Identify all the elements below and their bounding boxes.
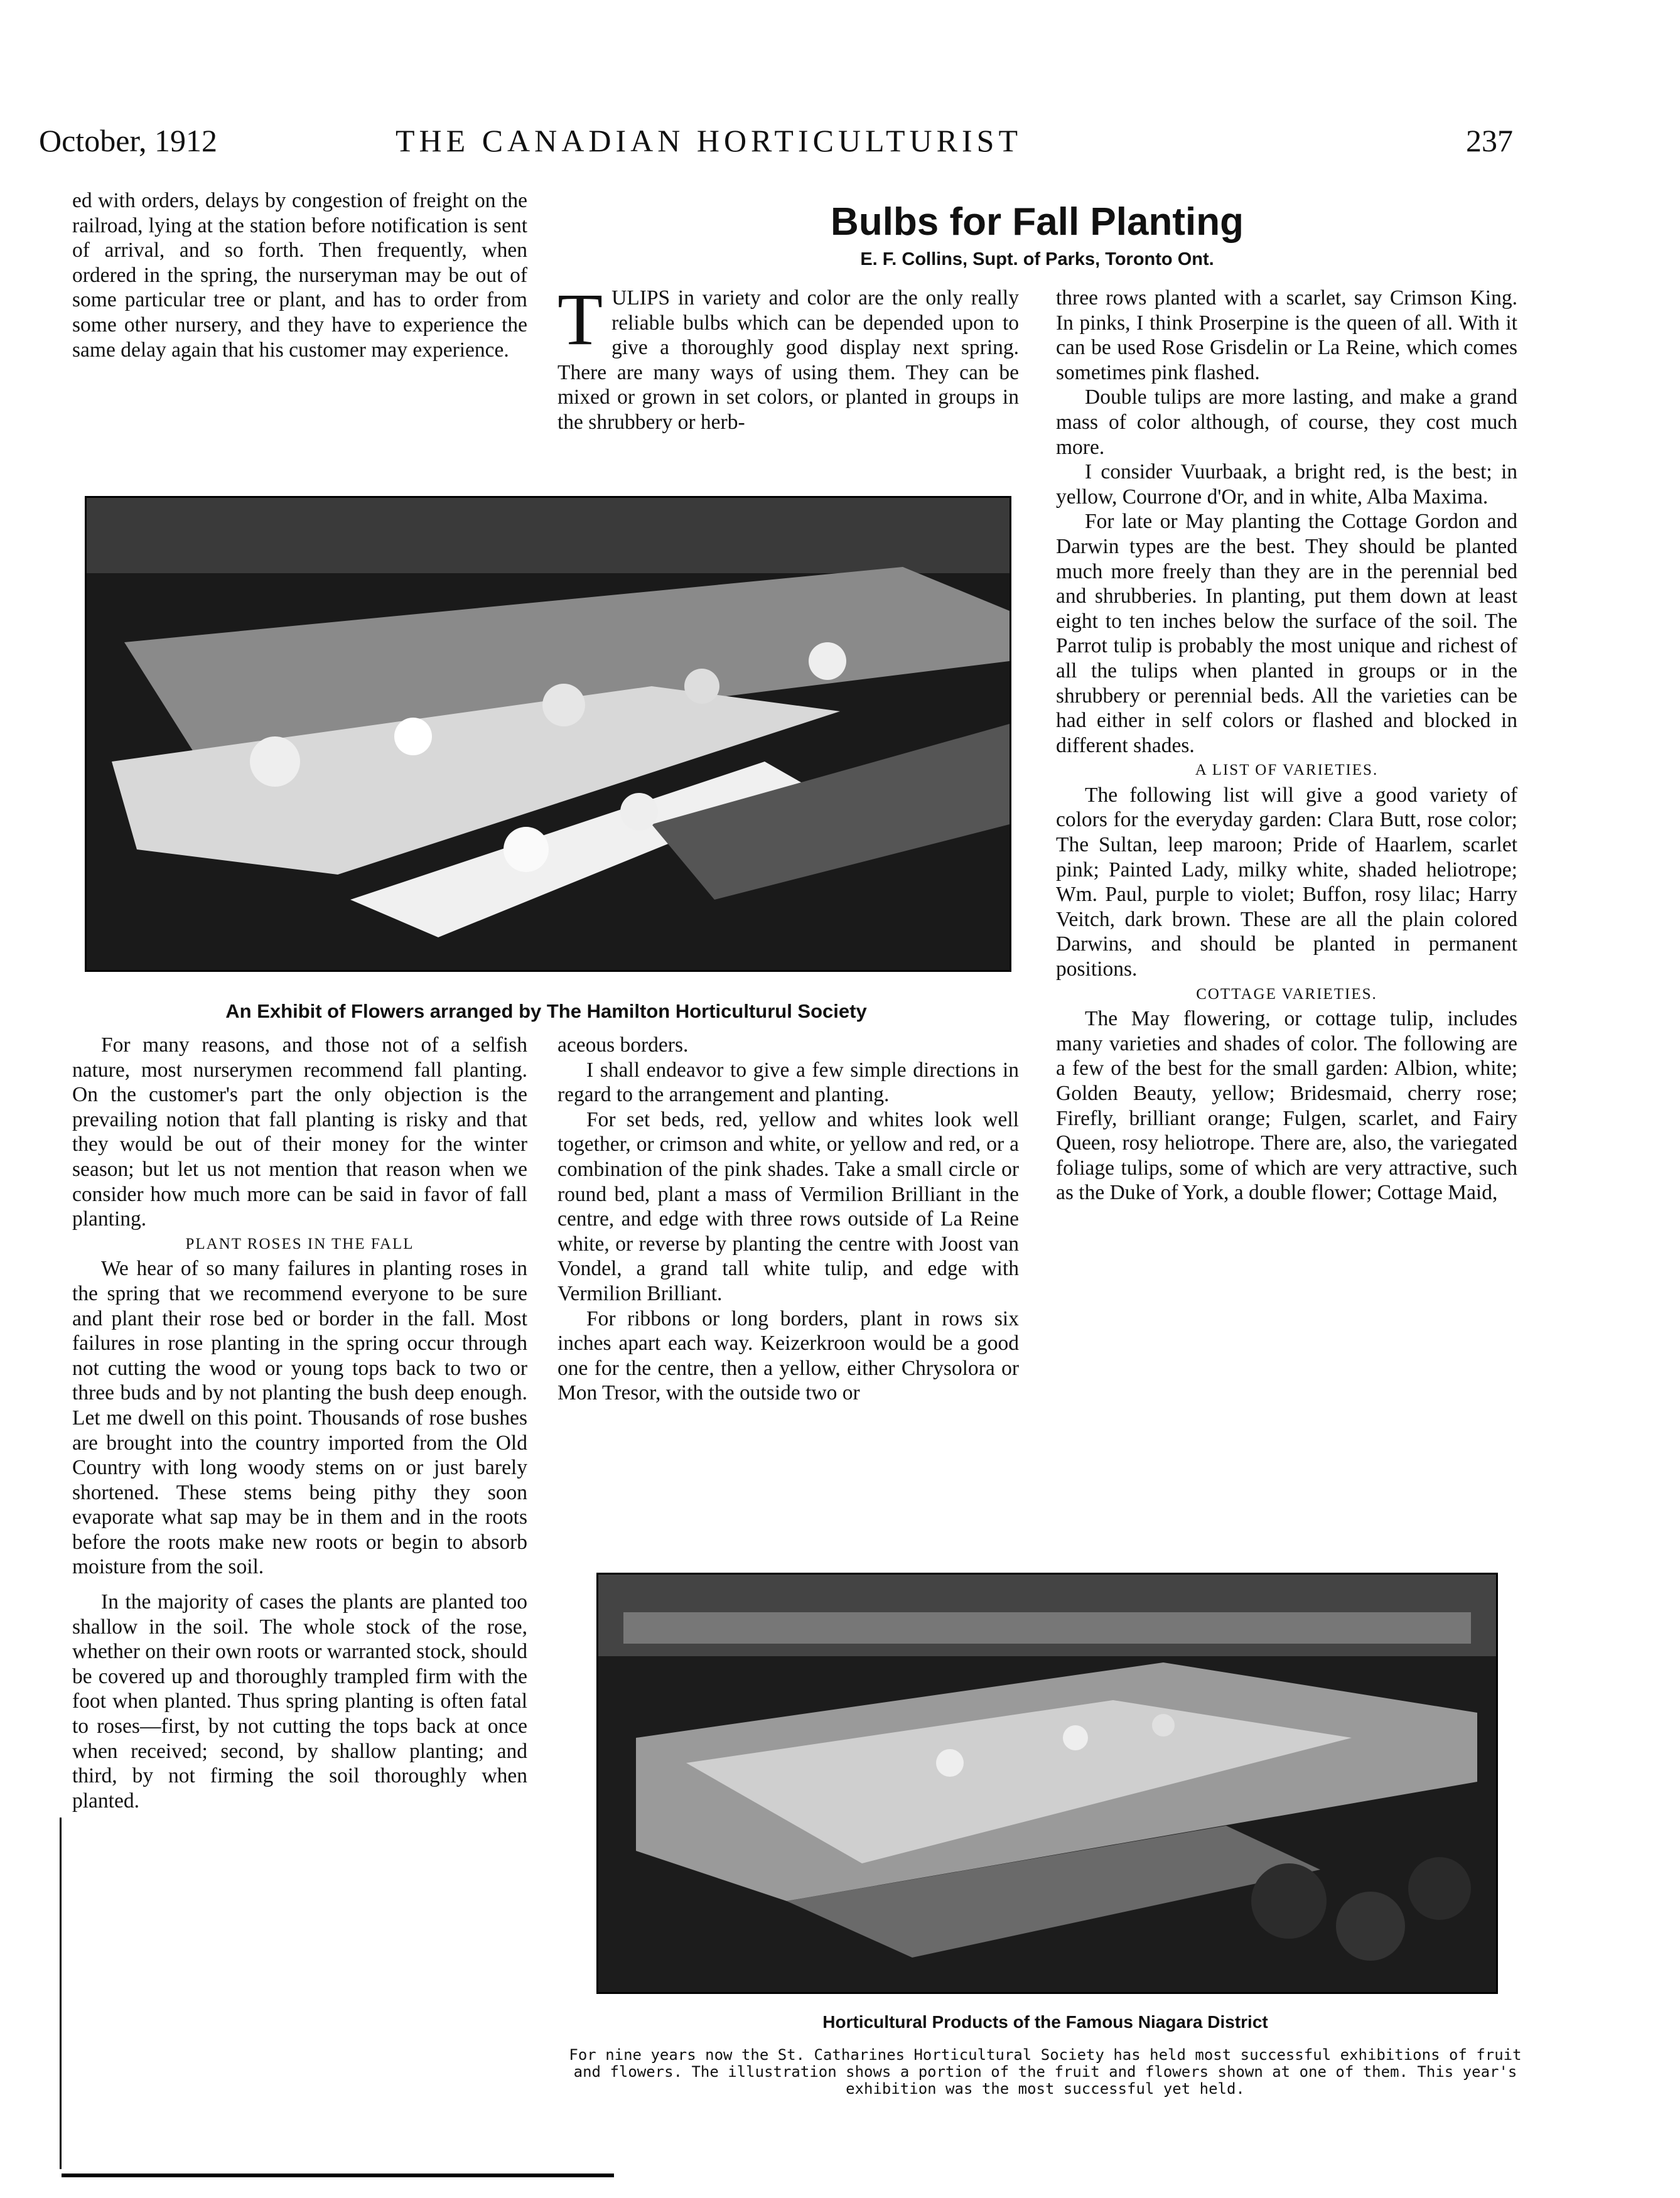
drop-cap: T — [557, 278, 603, 360]
subheading: COTTAGE VARIETIES. — [1196, 985, 1377, 1003]
subheading: PLANT ROSES IN THE FALL — [185, 1235, 414, 1253]
paragraph: The May flowering, or cottage tulip, includes many varieties and shades of color. The following are a few of the best for the small garden: Albion, white; Golden Beauty, yellow; Bridesmaid, cherry rose; Firefly, brilliant orange; Fulgen, scarlet, and Fairy Queen, rosy heliotrope. There are, also, the variegated foliage tulips, some of which are very attractive, such as the Duke of York, a double flower; Cottage Maid, — [1056, 1007, 1517, 1205]
paragraph: ed with orders, delays by congestion of freight on the railroad, lying at the station before notification is sent of arrival, and so forth. Then frequently, when ordered in the spring, the nurseryman may be out of some particular tree or plant, and has to order from some other nursery, and they have to experience the same delay again that his customer may experience. — [72, 189, 527, 362]
column-2 — [557, 1033, 1019, 1406]
flower-exhibit-illustration — [87, 498, 1010, 970]
intro-text: ULIPS in variety and color are the only really reliable bulbs which can be depended upon to give a thoroughly good display next spring. There are many ways of using them. They can be mixed or grown in set colors, or planted in groups in the shrubbery or herb- — [557, 286, 1019, 434]
article-title: Bulbs for Fall Planting — [831, 200, 1244, 244]
flower-exhibit-photo — [85, 496, 1011, 972]
paragraph: For set beds, red, yellow and whites look well together, or crimson and white, or yellow and red, or a combination of the pink shades. Take a small circle or round bed, plant a mass of Vermilion Brilliant in the centre, and edge with three rows outside of La Reine white, or reverse by planting the centre with Joost van Vondel, a grand tall white tulip, and edge with Vermilion Brilliant. — [557, 1107, 1019, 1305]
paragraph: three rows planted with a scarlet, say Crimson King. In pinks, I think Proserpine is the queen of all. With it can be used Rose Grisdelin or La Reine, which comes sometimes pink flashed. — [1056, 286, 1517, 384]
paragraph: We hear of so many failures in planting roses in the spring that we recommend everyone to be sure and plant their rose bed or border in the fall. Most failures in rose planting in the spring occur through not cutting the wood or young tops back to two or three buds and by not planting the bush deep enough. Let me dwell on this point. Thousands of rose bushes are brought into the country imported from the Old Country with long woody stems on or just barely shortened. These stems being pithy they soon evaporate what sap may be in them and in the roots before the roots make new roots or begin to absorb moisture from the soil. — [72, 1257, 527, 1579]
column-1 — [72, 1033, 527, 1813]
column-3 — [1056, 286, 1517, 1205]
issue-date: October, 1912 — [39, 123, 218, 158]
intro-column — [557, 278, 1019, 435]
page-number: 237 — [1466, 123, 1513, 158]
paragraph: I shall endeavor to give a few simple directions in regard to the arrangement and planting. — [557, 1058, 1019, 1107]
intro-paragraph — [557, 278, 1019, 435]
masthead: THE CANADIAN HORTICULTURIST — [396, 123, 1023, 158]
paragraph: I consider Vuurbaak, a bright red, is the best; in yellow, Courrone d'Or, and in white, Alba Maxima. — [1056, 460, 1517, 509]
column-1-top — [72, 188, 527, 362]
niagara-exhibit-illustration — [598, 1575, 1496, 1992]
bottom-rule — [62, 2174, 614, 2177]
margin-rule — [60, 1818, 62, 2169]
photo-caption: Horticultural Products of the Famous Niagara District — [822, 2012, 1268, 2032]
paragraph: aceous borders. — [557, 1033, 689, 1057]
paragraph: In the majority of cases the plants are planted too shallow in the soil. The whole stock of the rose, whether on their own roots or warranted stock, should be covered up and thoroughly trampled firm with the foot when planted. Thus spring planting is often fatal to roses—first, by not cutting the tops back at once when received; second, by shallow planting; and third, by not firming the soil thoroughly when planted. — [72, 1590, 527, 1813]
niagara-products-photo — [596, 1573, 1498, 1994]
subheading: A LIST OF VARIETIES. — [1195, 762, 1379, 779]
paragraph: For ribbons or long borders, plant in rows six inches apart each way. Keizerkroon would be a good one for the centre, then a yellow, either Chrysolora or Mon Tresor, with the outside two or — [557, 1306, 1019, 1405]
paragraph: The following list will give a good variety of colors for the everyday garden: Clara Butt, rose color; The Sultan, leep maroon; Pride of Haarlem, scarlet pink; Painted Lady, milky white, shaded heliotrope; Wm. Paul, purple to violet; Buffon, rosy lilac; Harry Veitch, dark brown. These are all the plain colored Darwins, and should be planted in permanent positions. — [1056, 783, 1517, 981]
paragraph: Double tulips are more lasting, and make a grand mass of color although, of course, they cost much more. — [1056, 385, 1517, 459]
paragraph: For late or May planting the Cottage Gordon and Darwin types are the best. They should be planted much more freely than they are in the perennial bed and shrubberies. In planting, put them down at least eight to ten inches below the surface of the soil. The Parrot tulip is probably the most unique and richest of all the tulips when planted in groups or in the shrubbery or perennial beds. All the varieties can be had either in self colors or flashed and blocked in different shades. — [1056, 510, 1517, 757]
paragraph: For many reasons, and those not of a selfish nature, most nurserymen recommend fall planting. On the customer's part the only objection is the prevailing notion that fall planting is risky and that they would be out of their money for the winter season; but let us not mention that reason when we consider how much more can be said in favor of fall planting. — [72, 1033, 527, 1231]
photo-note: For nine years now the St. Catharines Horticultural Society has held most successful exhibitions of fruit and flowers. The illustration shows a portion of the fruit and flowers shown at one of them. This year's exhibition was the most successful yet held. — [569, 2046, 1522, 2098]
photo-caption: An Exhibit of Flowers arranged by The Hamilton Horticulturul Society — [225, 1000, 867, 1022]
article-byline: E. F. Collins, Supt. of Parks, Toronto Ont. — [860, 249, 1214, 269]
